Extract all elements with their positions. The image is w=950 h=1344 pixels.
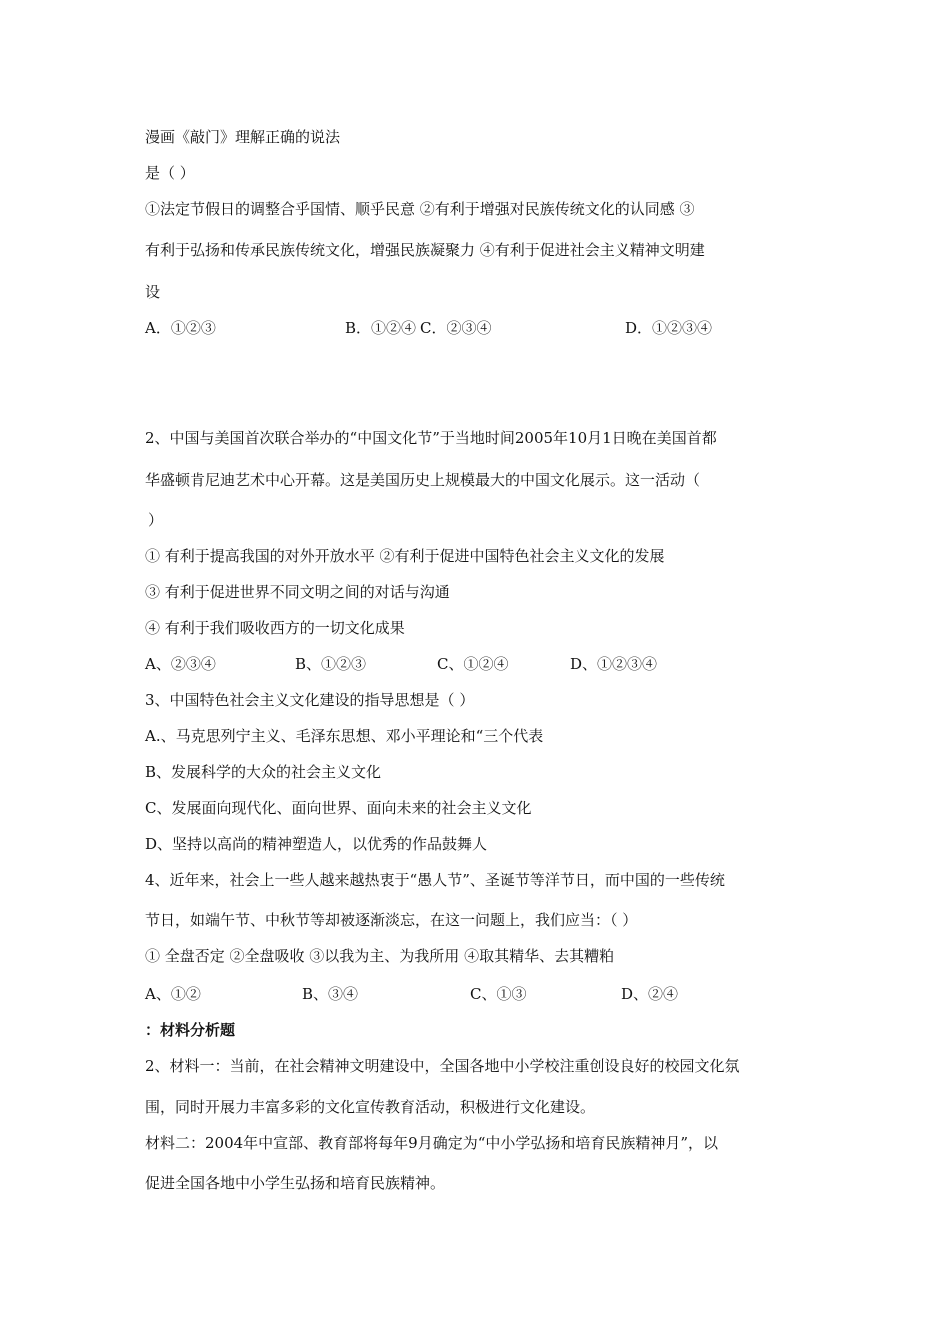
q4-option-b: B、③④	[302, 985, 359, 1003]
q2-item-2: ③ 有利于促进世界不同文明之间的对话与沟通	[145, 583, 450, 601]
q2-option-b: B、①②③	[295, 655, 367, 673]
q2-item-1: ① 有利于提高我国的对外开放水平 ②有利于促进中国特色社会主义文化的发展	[145, 547, 665, 565]
q3-option-b: B、发展科学的大众的社会主义文化	[145, 763, 382, 781]
q2-item-3: ④ 有利于我们吸收西方的一切文化成果	[145, 619, 405, 637]
q1-option-d: D．①②③④	[625, 319, 713, 337]
q2-option-a: A、②③④	[145, 655, 216, 673]
section-title: ：材料分析题	[145, 1021, 236, 1039]
material-2-line2: 促进全国各地中小学生弘扬和培育民族精神。	[145, 1174, 446, 1192]
q1-option-b: B．①②④	[345, 319, 417, 337]
q1-stem-line1: 漫画《敲门》理解正确的说法	[145, 128, 341, 146]
q4-stem-line2: 节日，如端午节、中秋节等却被逐渐淡忘，在这一问题上，我们应当：（ ）	[145, 911, 638, 929]
material-1-line2: 围，同时开展力丰富多彩的文化宣传教育活动，积极进行文化建设。	[145, 1098, 596, 1116]
q2-option-d: D、①②③④	[570, 655, 658, 673]
q2-stem-line1: 2、中国与美国首次联合举办的“中国文化节”于当地时间2005年10月1日晚在美国首都	[145, 429, 717, 447]
q4-stem-line1: 4、近年来，社会上一些人越来越热衷于“愚人节”、圣诞节等洋节日，而中国的一些传统	[145, 871, 725, 889]
q4-option-d: D、②④	[621, 985, 679, 1003]
q1-items-line3: 设	[145, 283, 161, 301]
q2-stem-line2: 华盛顿肯尼迪艺术中心开幕。这是美国历史上规模最大的中国文化展示。这一活动（	[145, 471, 701, 489]
q4-options	[145, 984, 805, 1004]
q4-items: ① 全盘否定 ②全盘吸收 ③以我为主、为我所用 ④取其精华、去其糟粕	[145, 947, 615, 965]
q3-option-a: A.、马克思列宁主义、毛泽东思想、邓小平理论和“三个代表	[145, 727, 544, 745]
q4-option-a: A、①②	[145, 985, 201, 1003]
material-2-line1: 材料二：2004年中宣部、教育部将每年9月确定为“中小学弘扬和培育民族精神月”，以	[145, 1134, 719, 1152]
q4-option-c: C、①③	[470, 985, 527, 1003]
q1-option-c: C．②③④	[420, 319, 492, 337]
q1-stem-line2: 是（ ）	[145, 164, 195, 182]
q1-options	[145, 318, 805, 338]
q2-options	[145, 654, 805, 674]
q3-stem: 3、中国特色社会主义文化建设的指导思想是（ ）	[145, 691, 475, 709]
q2-stem-line3: ）	[148, 511, 164, 529]
q1-items-line2: 有利于弘扬和传承民族传统文化，增强民族凝聚力 ④有利于促进社会主义精神文明建	[145, 241, 705, 259]
q3-option-c: C、发展面向现代化、面向世界、面向未来的社会主义文化	[145, 799, 532, 817]
q2-option-c: C、①②④	[437, 655, 509, 673]
q1-items-line1: ①法定节假日的调整合乎国情、顺乎民意 ②有利于增强对民族传统文化的认同感 ③	[145, 200, 695, 218]
material-1-line1: 2、材料一：当前，在社会精神文明建设中，全国各地中小学校注重创设良好的校园文化氛	[145, 1057, 740, 1075]
q1-option-a: A．①②③	[145, 319, 216, 337]
q3-option-d: D、坚持以高尚的精神塑造人，以优秀的作品鼓舞人	[145, 835, 488, 853]
